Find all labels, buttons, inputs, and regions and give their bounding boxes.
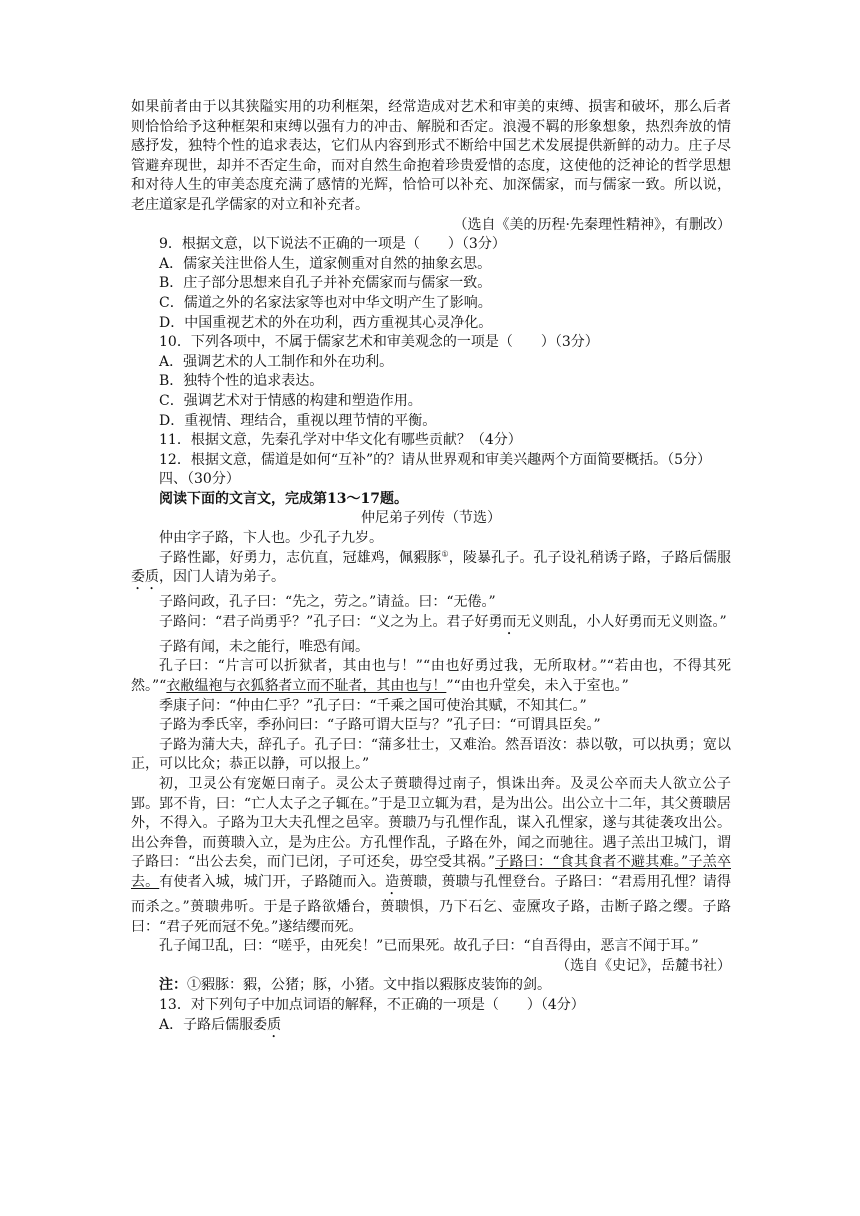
dotted-word-er: 而 — [502, 613, 517, 630]
question-12: 12．根据文意，儒道是如何“互补”的？请从世界观和审美兴趣两个方面简要概括。（5分） — [159, 451, 712, 468]
classical-text-title: 仲尼弟子列传（节选） — [361, 510, 501, 527]
dotted-word-zao: 造 — [385, 873, 400, 890]
question-9-option-a: A．儒家关注世俗人生，道家侧重对自然的抽象玄思。 — [159, 255, 492, 272]
text-span: 初，卫灵公有宠姬曰南子。灵公太子蒉聩得过南子，惧诛出奔。及灵公卒而夫人欲立公子郢。郢不肯，曰：“亡人太子之子辄在。”于是卫立辄为君，是为出公。出公立十二年，其父蒉聩居外，不得入。子路为卫大夫孔悝之邑宰。蒉聩乃与孔悝作乱，谋入孔悝家，遂与其徒袭攻出公。出公奔鲁，而蒉聩入立，是为庄公。方孔悝作乱，子路在外，闻之而驰往。遇子羔出卫城门，谓子路曰：“出公去矣，而门已闭，子可还矣，毋空受其祸。” — [131, 776, 731, 871]
classical-source: （选自《史记》，岳麓书社） — [556, 957, 731, 974]
question-11: 11．根据文意，先秦孔学对中华文化有哪些贡献？（4分） — [159, 432, 522, 449]
classical-paragraph-5: 子路有闻，未之能行，唯恐有闻。 — [159, 638, 369, 655]
section-4-instruction: 阅读下面的文言文，完成第13～17题。 — [159, 490, 408, 507]
text-span: ”“由也升堂矣，未入于室也。” — [446, 678, 629, 695]
classical-paragraph-7: 季康子问：“仲由仁乎？”孔子曰：“千乘之国可使治其赋，不知其仁。” — [159, 697, 587, 714]
footnote — [131, 976, 731, 996]
text-span: 子路问：“君子尚勇乎？”孔子曰：“义之为上。君子好勇 — [159, 613, 503, 630]
text-span: ，陵暴孔子。孔子设礼稍诱子路，子路后儒服 — [448, 549, 732, 566]
footnote-text: ①豭豚：豭，公猪；豚，小猪。文中指以豭豚皮装饰的剑。 — [187, 977, 551, 994]
passage-paragraph: 如果前者由于以其狭隘实用的功利框架，经常造成对艺术和审美的束缚、损害和破坏，那么后者则恰恰给予这种框架和束缚以强有力的冲击、解脱和否定。浪漫不羁的形象想象，热烈奔放的情感抒发，独特个性的追求表达，它们从内容到形式不断给中国艺术发展提供新鲜的动力。庄子尽管避弃现世，却并不否定生命，而对自然生命抱着珍贵爱惜的态度，这使他的泛神论的哲学思想和对待人生的审美态度充满了感情的光辉，恰恰可以补充、加深儒家，而与儒家一致。所以说，老庄道家是孔学儒家的对立和补充者。 — [131, 99, 731, 213]
dotted-word-weizhi: 委质 — [131, 569, 159, 586]
dotted-word-zhi: 质 — [267, 1016, 282, 1033]
text-span: 有使者入城，城门开，子路随而入。 — [159, 873, 386, 890]
underlined-sentence: 子路曰：“食其食者不避其难。”子羔卒去。 — [131, 854, 731, 890]
footnote-label: 注： — [159, 977, 187, 994]
question-9-stem: 9．根据文意，以下说法不正确的一项是（ ）（3分） — [159, 236, 506, 253]
text-span: A．子路后儒服委 — [159, 1016, 268, 1033]
question-9-option-b: B．庄子部分思想来自孔子并补充儒家而与儒家一致。 — [159, 275, 492, 292]
classical-paragraph-1: 仲由字子路，卞人也。少孔子九岁。 — [159, 530, 383, 547]
text-span: ，因门人请为弟子。 — [159, 569, 285, 586]
text-span: 孔子曰：“片言可以折狱者，其由也与！”“由也好勇过我，无所取材。”“若由也，不得其死然。”“ — [131, 658, 731, 695]
document-page — [131, 98, 731, 1041]
text-span: 蒉聩，蒉聩与孔悝登台。子路曰：“君焉用孔悝？请得而杀之。”蒉聩弗听。于是子路欲燔台，蒉聩惧，乃下石乞、壶黡攻子路，击断子路之缨。子路曰：“君子死而冠不免。”遂结缨而死。 — [131, 873, 732, 935]
question-9-option-c: C．儒道之外的名家法家等也对中华文明产生了影响。 — [159, 294, 492, 311]
classical-paragraph-10 — [131, 775, 731, 937]
classical-paragraph-9: 子路为蒲大夫，辞孔子。孔子曰：“蒲多壮士，又难治。然吾语汝：恭以敬，可以执勇；宽以正，可以比众；恭正以静，可以报上。” — [131, 736, 731, 773]
underlined-sentence: 衣敝缊袍与衣狐貉者立而不耻者，其由也与！ — [166, 678, 447, 695]
text-span: 子路性鄙，好勇力，志伉直，冠雄鸡，佩豭豚 — [159, 549, 442, 566]
question-9-option-d: D．中国重视艺术的外在功利，西方重视其心灵净化。 — [159, 314, 493, 331]
section-4-heading: 四、（30分） — [159, 471, 240, 488]
passage-source: （选自《美的历程·先秦理性精神》，有删改） — [453, 216, 731, 233]
question-10-option-d: D．重视情、理结合，重视以理节情的平衡。 — [159, 412, 437, 429]
question-10-option-b: B．独特个性的追求表达。 — [159, 373, 324, 390]
footnote-marker: ① — [441, 549, 449, 558]
classical-paragraph-11: 孔子闻卫乱，曰：“嗟乎，由死矣！”已而果死。故孔子曰：“自吾得由，恶言不闻于耳。” — [159, 938, 699, 955]
question-10-option-a: A．强调艺术的人工制作和外在功利。 — [159, 353, 394, 370]
classical-paragraph-6 — [131, 657, 731, 696]
classical-paragraph-2 — [131, 549, 731, 594]
question-13-stem: 13．对下列句子中加点词语的解释，不正确的一项是（ ）（4分） — [159, 996, 585, 1013]
classical-paragraph-4 — [131, 613, 731, 638]
classical-paragraph-8: 子路为季氏宰，季孙问曰：“子路可谓大臣与？”孔子曰：“可谓具臣矣。” — [159, 717, 601, 734]
question-13-option-a — [131, 1016, 731, 1041]
question-10-stem: 10．下列各项中，不属于儒家艺术和审美观念的一项是（ ）（3分） — [159, 334, 599, 351]
classical-paragraph-3: 子路问政，孔子曰：“先之，劳之。”请益。曰：“无倦。” — [159, 594, 496, 611]
question-10-option-c: C．强调艺术对于情感的构建和塑造作用。 — [159, 392, 422, 409]
text-span: 无义则乱，小人好勇而无义则盗。” — [516, 613, 727, 630]
